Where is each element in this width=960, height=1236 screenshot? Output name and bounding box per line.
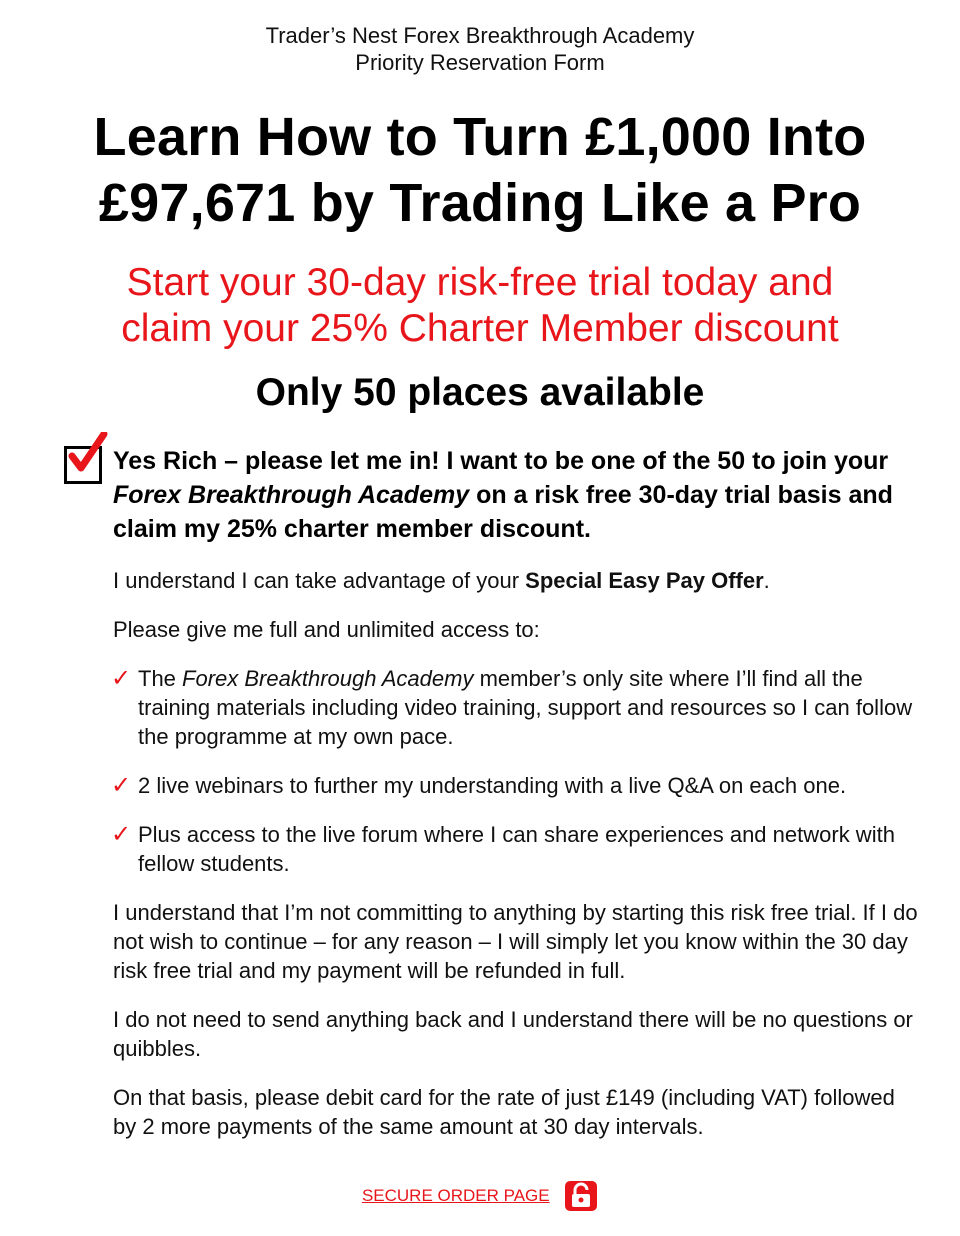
tick-icon: ✓ bbox=[111, 664, 132, 692]
easy-pay-pre: I understand I can take advantage of your bbox=[113, 568, 526, 593]
offer-section bbox=[0, 444, 960, 1141]
agreement-text-1: Yes Rich – please let me in! I want to be one of the 50 to join your bbox=[113, 447, 889, 475]
checkmark-icon bbox=[66, 432, 110, 476]
tick-icon: ✓ bbox=[111, 771, 132, 799]
access-intro: Please give me full and unlimited access to: bbox=[113, 617, 540, 642]
benefit-text-pre: 2 live webinars to further my understanding with a live Q&A on each one. bbox=[138, 773, 847, 798]
academy-name-emphasis: Forex Breakthrough Academy bbox=[113, 481, 470, 509]
places-available-heading: Only 50 places available bbox=[255, 371, 705, 414]
page-header bbox=[0, 0, 960, 76]
payment-paragraph: On that basis, please debit card for the rate of just £149 (including VAT) followed by 2 more payments of the same amount at 30 day intervals. bbox=[113, 1085, 895, 1139]
headline-line-1: Learn How to Turn £1,000 Into bbox=[93, 107, 867, 167]
secure-order-link[interactable]: SECURE ORDER PAGE bbox=[361, 1186, 550, 1205]
agreement-text-2: on a risk free 30-day trial basis and claim my 25% charter member discount. bbox=[113, 481, 893, 543]
main-headline bbox=[30, 104, 930, 236]
no-send-back-paragraph: I do not need to send anything back and I understand there will be no questions or quibbles. bbox=[113, 1007, 913, 1061]
academy-name: Trader’s Nest Forex Breakthrough Academy bbox=[265, 23, 695, 48]
subhead-line-1: Start your 30-day risk-free trial today and bbox=[126, 261, 834, 304]
list-item bbox=[113, 820, 920, 878]
tick-icon: ✓ bbox=[111, 820, 132, 848]
list-item bbox=[113, 771, 920, 800]
padlock-icon bbox=[564, 1180, 598, 1212]
commitment-paragraph: I understand that I’m not committing to anything by starting this risk free trial. If I do not wish to continue – for any reason – I will simply let you know within the 30 day risk free trial and my payment will be refunded in full. bbox=[113, 900, 918, 983]
easy-pay-post: . bbox=[763, 568, 770, 593]
benefit-text-pre: Plus access to the live forum where I can share experiences and network with fellow students. bbox=[138, 822, 895, 876]
trial-subheadline bbox=[40, 260, 920, 352]
secure-order-footer bbox=[0, 1180, 960, 1212]
easy-pay-offer-name: Special Easy Pay Offer bbox=[525, 568, 764, 593]
list-item bbox=[113, 664, 920, 751]
benefit-text-post: member’s only site where I’ll find all the training materials including video training, support and resources so I can follow the programme at my own pace. bbox=[138, 666, 913, 749]
agree-checkbox[interactable] bbox=[64, 438, 108, 482]
easy-pay-paragraph bbox=[113, 566, 920, 595]
headline-line-2: £97,671 by Trading Like a Pro bbox=[98, 173, 862, 233]
form-title: Priority Reservation Form bbox=[355, 50, 605, 75]
agreement-statement bbox=[113, 444, 920, 546]
access-benefits-list bbox=[113, 664, 920, 878]
benefit-text-em: Forex Breakthrough Academy bbox=[182, 666, 474, 691]
benefit-text-pre: The bbox=[138, 666, 183, 691]
subhead-line-2: claim your 25% Charter Member discount bbox=[121, 307, 839, 350]
